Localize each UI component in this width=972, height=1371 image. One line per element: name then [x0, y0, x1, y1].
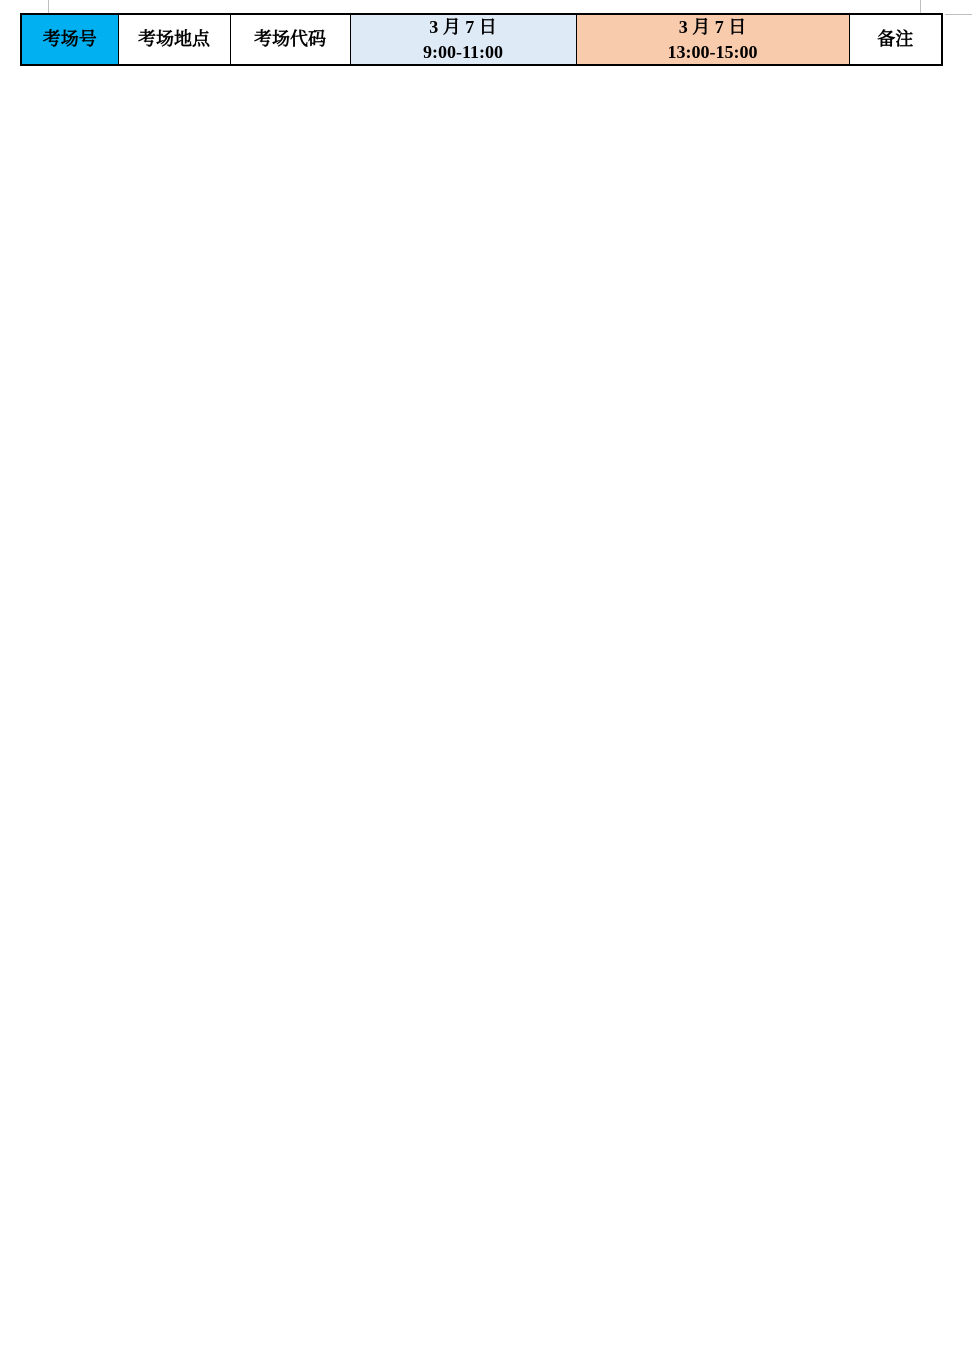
- header-room-label: 考场号: [42, 29, 97, 50]
- gridline-artifact: [48, 0, 49, 13]
- afternoon-time-label: 13:00-15:00: [667, 41, 758, 62]
- morning-time-label: 9:00-11:00: [423, 41, 503, 62]
- gridline-artifact: [920, 0, 921, 14]
- header-afternoon-session: [576, 14, 849, 65]
- morning-date-label: 3 月 7 日: [429, 17, 497, 38]
- header-remark-label: 备注: [877, 29, 914, 50]
- exam-room-schedule-table: [20, 13, 943, 66]
- header-code-label: 考场代码: [254, 29, 326, 50]
- header-morning-session: [350, 14, 576, 65]
- header-code: [230, 14, 350, 65]
- header-location-label: 考场地点: [138, 29, 210, 50]
- header-room-number: [21, 14, 118, 65]
- header-remark: [849, 14, 942, 65]
- header-location: [118, 14, 230, 65]
- header-row: [21, 14, 942, 65]
- afternoon-date-label: 3 月 7 日: [678, 17, 747, 38]
- gridline-artifact: [945, 14, 972, 15]
